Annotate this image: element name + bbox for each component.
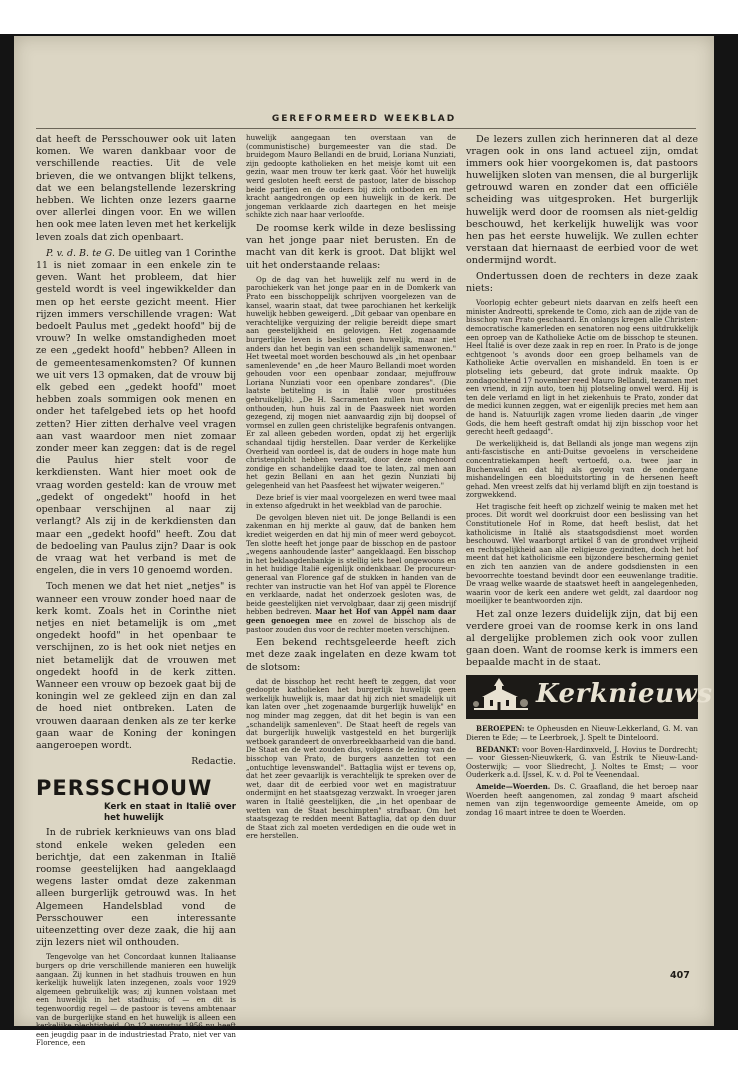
col2-quote-letter: Op de dag van het huwelijk zelf nu werd in de parochiekerk van het jonge paar en in de Domkerk van Prato een bisschoppelijk schrijven voorgelezen van de kansel, waarin staat, dat twee parochianen het kerkelijk huwelijk hebben geweigerd. „Dit gebaar van openbare en verachtelijke verguizing der religie bereidt diepe smart aan geestelijkheid en gelovigen. Het zogenaamde burgerlijke leven is beslist geen huwelijk, maar niet anders dan het begin van een schandelijk samenwonen." Het tweetal moet worden beschouwd als „in het openbaar samenlevende" en „de heer Mauro Bellandi moet worden gehouden voor een openbaar zondaar, mejuffrouw Loriana Nunziati voor een openbare zondares". (Die laatste betiteling is in Italië voor prostituées gebruikelijk). „De H. Sacramenten zullen hun worden onthouden, hun huis zal in de Paasweek niet worden gezegend, zij mogen niet aanvaardig zijn bij doopsel of vormsel en zullen geen christelijke begrafenis ontvangen. Er zal alleen gebeden worden, opdat zij het ergerlijk schandaal tijdig herstellen. Daar verder de Kerkelijke Overheid van oordeel is, dat de ouders in hoge mate hun christenplicht hebben verzaakt, door deze ongehoord zondige en schandelijke daad toe te laten, zal men aan het gezin Bellani en aan het gezin Nunziati bij gelegenheid van het Paasfeest het wijwater weigeren." — [246, 274, 456, 490]
col2-quote-consequences — [246, 514, 456, 634]
beroepen-label: BEROEPEN: — [476, 724, 525, 734]
signature-redactie: Redactie. — [191, 756, 236, 768]
bedankt-text: voor Boven-Hardinxveld, J. Hovius te Dordrecht; — voor Giessen-Nieuwkerk, G. van Estrik te Nieuw-Land-Oosterwijk; — voor Sliedrecht, J. Noltes te Emst; — voor Ouderkerk a.d. IJssel, K. v. d. Pol te Veenendaal. — [466, 744, 698, 780]
page-number: 407 — [670, 970, 690, 981]
ameide-label: Ameide—Woerden. — [476, 782, 551, 792]
kerknieuws-beroepen — [466, 725, 698, 742]
church-icon — [470, 678, 532, 716]
col3-quote-reality: De werkelijkheid is, dat Bellandi als jonge man wegens zijn anti-fascistische en anti-Duitse gevoelens in verscheidene concentratiekampen heeft vertoefd, o.a. twee jaar in Buchenwald en dat hij als gevolg van de ondergane mishandelingen een bloeduitstorting in de hersenen heeft gehad. Men vreest zelfs dat hij verlamd blijft en zijn toestand is zorgwekkend. — [466, 438, 698, 500]
article-subtitle: Kerk en staat in Italië over het huwelijk — [104, 802, 236, 823]
col3-quote-andreotti: Voorlopig echter gebeurt niets daarvan en zelfs heeft een minister Andreotti, sprekende te Como, zich aan de zijde van de bisschop van Prato geschaard. En onlangs kregen alle Christen-democratische kamerleden en senatoren nog eens uitdrukkelijk een oproep van de Katholieke Actie om de bisschop te steunen. Heel Italië is over deze zaak in rep en roer. In Prato is de jonge echtgenoot 's avonds door een groep belhamels van de Katholieke Actie overvallen en mishandeld. En toen is er plotseling iets gebeurd, dat grote indruk maakte. Op zondagochtend 17 november reed Mauro Bellandi, tezamen met een vriend, in zijn auto, toen hij plotseling onwel werd. Hij is ten dele verlamd en ligt in het ziekenhuis te Prato, zonder dat de medici kunnen zeggen, wat er eigenlijk precies met hem aan de hand is. Natuurlijk zagen vrome lieden daarin „de vinger Gods, die hem heeft gestraft omdat hij zijn bisschop voor het gerecht heeft gedaagd". — [466, 298, 698, 437]
col2-roman-church-paragraph: De roomse kerk wilde in deze beslissing van het jonge paar niet berusten. En de macht van dit kerk is groot. Dat blijkt wel uit het onderstaande relaas: — [246, 222, 456, 271]
running-header: GEREFORMEERD WEEKBLAD — [271, 114, 457, 124]
reader-initials: P. v. d. B. te G. — [46, 247, 115, 259]
kerknieuws-title: Kerknieuws — [536, 679, 713, 710]
beroepen-text: te Opheusden en Nieuw-Lekkerland, G. M. van Dieren te Ede; — te Leerbroek, J. Spelt te Dinteloord. — [466, 724, 698, 743]
kerknieuws-banner — [466, 675, 713, 719]
col1-persschouw-intro: In de rubriek kerknieuws van ons blad stond enkele weken geleden een berichtje, dat een zakenman in Italië roomse geestelijken had aangeklaagd wegens laster omdat deze zakenman alleen burgerlijk getrouwd was. In het Algemeen Handelsblad vond de Persschouwer een interessante uiteenzetting over deze zaak, die hij aan zijn lezers niet wil onthouden. — [36, 827, 236, 949]
column-2 — [246, 134, 456, 844]
col1-reader-answer — [36, 248, 236, 577]
col3-conclusion-paragraph: Het zal onze lezers duidelijk zijn, dat bij een verdere groei van de roomse kerk in ons land al dergelijke problemen zich ook voor zullen gaan doen. Want de roomse kerk is immers een bepaalde macht in de staat. — [466, 609, 698, 669]
column-1 — [36, 134, 236, 1051]
kerknieuws-bedankt — [466, 746, 698, 780]
column-3 — [466, 134, 713, 820]
col2-quote-wedding: huwelijk aangegaan ten overstaan van de (communistische) burgemeester van die stad. De bruidegom Mauro Bellandi en de bruid, Loriana Nunziati, zijn gedoopte katholieken en het meisje komt uit een gezin, waar men trouw ter kerk gaat. Vóór het huwelijk werd gesloten heeft eerst de pastoor, later de bisschop beide partijen en de ouders bij zich ontboden en met kracht aangedrongen op een huwelijk in de kerk. De jongeman verklaarde zich daartegen en het meisje schikte zich naar haar verloofde. — [246, 133, 456, 220]
kerknieuws-ameide — [466, 783, 698, 817]
col3-readers-paragraph: De lezers zullen zich herinneren dat al deze vragen ook in ons land actueel zijn, omdat immers ook hier voorgekomen is, dat pastoors huwelijken sloten van mensen, die al burgerlijk getrouwd waren en zonder dat een officiële scheiding was uitgesproken. Het burgerlijk huwelijk werd door de roomsen als niet-geldig beschouwd, het kerkelijk huwelijk was voor hen pas het eerste huwelijk. We zullen echter verstaan dat hiernaast de eerbied voor de wet ondermijnd wordt. — [466, 134, 698, 266]
ameide-text: Ds. C. Graafland, die het beroep naar Woerden heeft aangenomen, zal zondag 9 maart afscheid nemen van zijn tegenwoordige gemeente Ameide, om op zondag 16 maart intree te doen te Woerden. — [466, 782, 698, 817]
col1-quote-concordaat: Tengevolge van het Concordaat kunnen Italiaanse burgers op drie verschillende manieren een huwelijk aangaan. Zij kunnen in het stadhuis trouwen en hun kerkelijk huwelijk laten inzegenen, zoals voor 1929 algemeen gebruikelijk was; zij kunnen volstaan met een huwelijk in het stadhuis; of — en dit is tegenwoordig regel — de pastoor is tevens ambtenaar van de burgerlijke stand en het huwelijk is alleen een kerkelijke plechtigheid. Op 12 augustus 1956 nu heeft een jeugdig paar in de industriestad Prato, niet ver van Florence, een — [36, 952, 236, 1048]
consequences-text-end: en zowel de bisschop als de pastoor zouden dus voor de rechter moeten verschijnen. — [246, 615, 457, 634]
col1-hat-paragraph: Toch menen we dat het niet „netjes" is wanneer een vrouw zonder hoed naar de kerk komt. Zoals het in Corinthe niet netjes en niet betamelijk is om „met ongedekt hoofd" in het openbaar te verschijnen, zo is het ook niet netjes en niet betamelijk dat de vrouwen met ongedekt hoofd in de kerk zitten. Wanneer een vrouw op bezoek gaat bij de koningin wel ze gekleed zijn en dan zal de hoed niet ontbreken. Laten de vrouwen daaraan denken als ze ter kerke gaan waar de Koning der koningen aangeroepen wordt. — [36, 581, 236, 751]
reader-answer-text: De uitleg van 1 Corinthe 11 is niet zomaar in een enkele zin te geven. Want het probleem, dat hier gesteld wordt is veel ingewikkelder dan men op het eerste gezicht meent. Hier rijzen immers verschillende vragen: Wat bedoelt Paulus met „gedekt hoofd" bij de vrouw? In welke omstandigheden moet ze een „gedekt hoofd" hebben? Alleen in de gemeentesamenkomsten? Of kunnen we uit vers 13 opmaken, dat de vrouw bij elk gebed een „gedekt hoofd" moet hebben zoals sommigen ook menen en onder het tafelgebed iets op het hoofd zetten? Hier zitten derhalve veel vragen aan vast waardoor men niet zomaar zonder meer kan zeggen: dat is de regel die Paulus hier stelt voor de kerkdiensten. Want hier moet ook de vraag worden gesteld: kan de vrouw met „gedekt of ongedekt" hoofd in het openbaar verschijnen al naar zij verlangt? Als zij in de kerkdiensten dan maar een „gedekt hoofd" heeft. Zou dat de bedoeling van Paulus zijn? Daar is ook de vraag wat het verband is met de engelen, die in vers 10 genoemd worden. — [36, 247, 236, 577]
consequences-text-bold: Maar het Hof van Appèl nam daar geen genoegen mee — [246, 607, 456, 625]
bedankt-label: BEDANKT: — [476, 744, 520, 754]
col3-quote-tragic: Het tragische feit heeft op zichzelf weinig te maken met het proces. Dit wordt wel doorkruist door een beslissing van het Constitutionele Hof in Rome, dat heeft beslist, dat het katholicisme in Italië als staatsgodsdienst moet worden beschouwd. Wel waarborgt artikel 8 van de grondwet vrijheid en rechtsgelijkheid aan alle religieuze gezindten, doch het hof meent dat het katholicisme een bijzondere bescherming geniet en zich ten aanzien van de andere godsdiensten in een bevoorrechte toestand bevindt door een eeuwenlange traditie. De vraag welke waarde de staatswet heeft in aangelegenheden, waarin voor de kerk een andere wet geldt, zal daardoor nog moeilijker te beantwoorden zijn. — [466, 501, 698, 606]
col1-intro-paragraph: dat heeft de Persschouwer ook uit laten komen. We waren dankbaar voor de verschillende reacties. Uit de vele brieven, die we ontvangen blijkt telkens, dat we een belangstellende lezerskring hebben. We lichten onze lezers gaarne over allerlei dingen voor. En we willen hen ook mee laten leven met het kerkelijk leven zoals dat zich openbaart. — [36, 134, 236, 243]
consequences-text-start: De gevolgen bleven niet uit. De jonge Bellandi is een zakenman en hij merkte al gauw, dat de banken hem krediet weigerden en dat hij min of meer werd geboycot. Ten slotte heeft het jonge paar de bisschop en de pastoor „wegens aanhoudende laster" aangeklaagd. Een bisschop in het beklaagdenbankje is stellig iets heel ongewoons en in het huidige Italië eigenlijk ondenkbaar. De procureur-generaal van Florence gaf de stukken in handen van de rechter van instructie van het Hof van appèl te Florence en verklaarde, nadat het onderzoek gesloten was, de beide geestelijken niet vervolgbaar, daar zij geen misdrijf hebben bedreven. — [246, 512, 456, 617]
col3-judges-paragraph: Ondertussen doen de rechters in deze zaak niets: — [466, 271, 698, 295]
col2-quote-read-aloud: Deze brief is vier maal voorgelezen en werd twee maal in extenso afgedrukt in het weekblad van de parochie. — [246, 492, 456, 511]
col2-jurist-paragraph: Een bekend rechtsgeleerde heeft zich met deze zaak ingelaten en deze kwam tot de slotsom: — [246, 637, 456, 673]
section-title-persschouw: PERSSCHOUW — [36, 776, 213, 801]
col2-quote-jurist: dat de bisschop het recht heeft te zeggen, dat voor gedoopte katholieken het burgerlijk huwelijk geen werkelijk huwelijk is, maar dat hij zich niet smadelijk uit kan laten over „het zogenaamde burgerlijk huwelijk" en nog minder mag zeggen, dat dit het begin is van een „schandelijk samenleven". De Staat heeft de regels van dat burgerlijk huwelijk vastgesteld en het burgerlijk wetboek garandeert de onverbreekbaarheid van die band. De Staat en de wet zouden dus, volgens de lezing van de bisschop van Prato, de burgers aanzetten tot een „ontuchtige levenswandel". Battaglia wijst er tevens op, dat het zeer gevaarlijk is verachtelijk te spreken over de wet, daar dit de eerbied voor wet en magistratuur ondermijnt en het staatsgezag verzwakt. In vroeger jaren waren in Italië geestelijken, die „in het openbaar de wetten van de Staat beschimpten" strafbaar. Om het staatsgezag te redden meent Battaglia, dat op den duur de Staat zich zal moeten verdedigen en die oude wet in ere herstellen. — [246, 676, 456, 841]
magazine-page — [14, 36, 714, 1048]
header-rule — [36, 128, 696, 129]
